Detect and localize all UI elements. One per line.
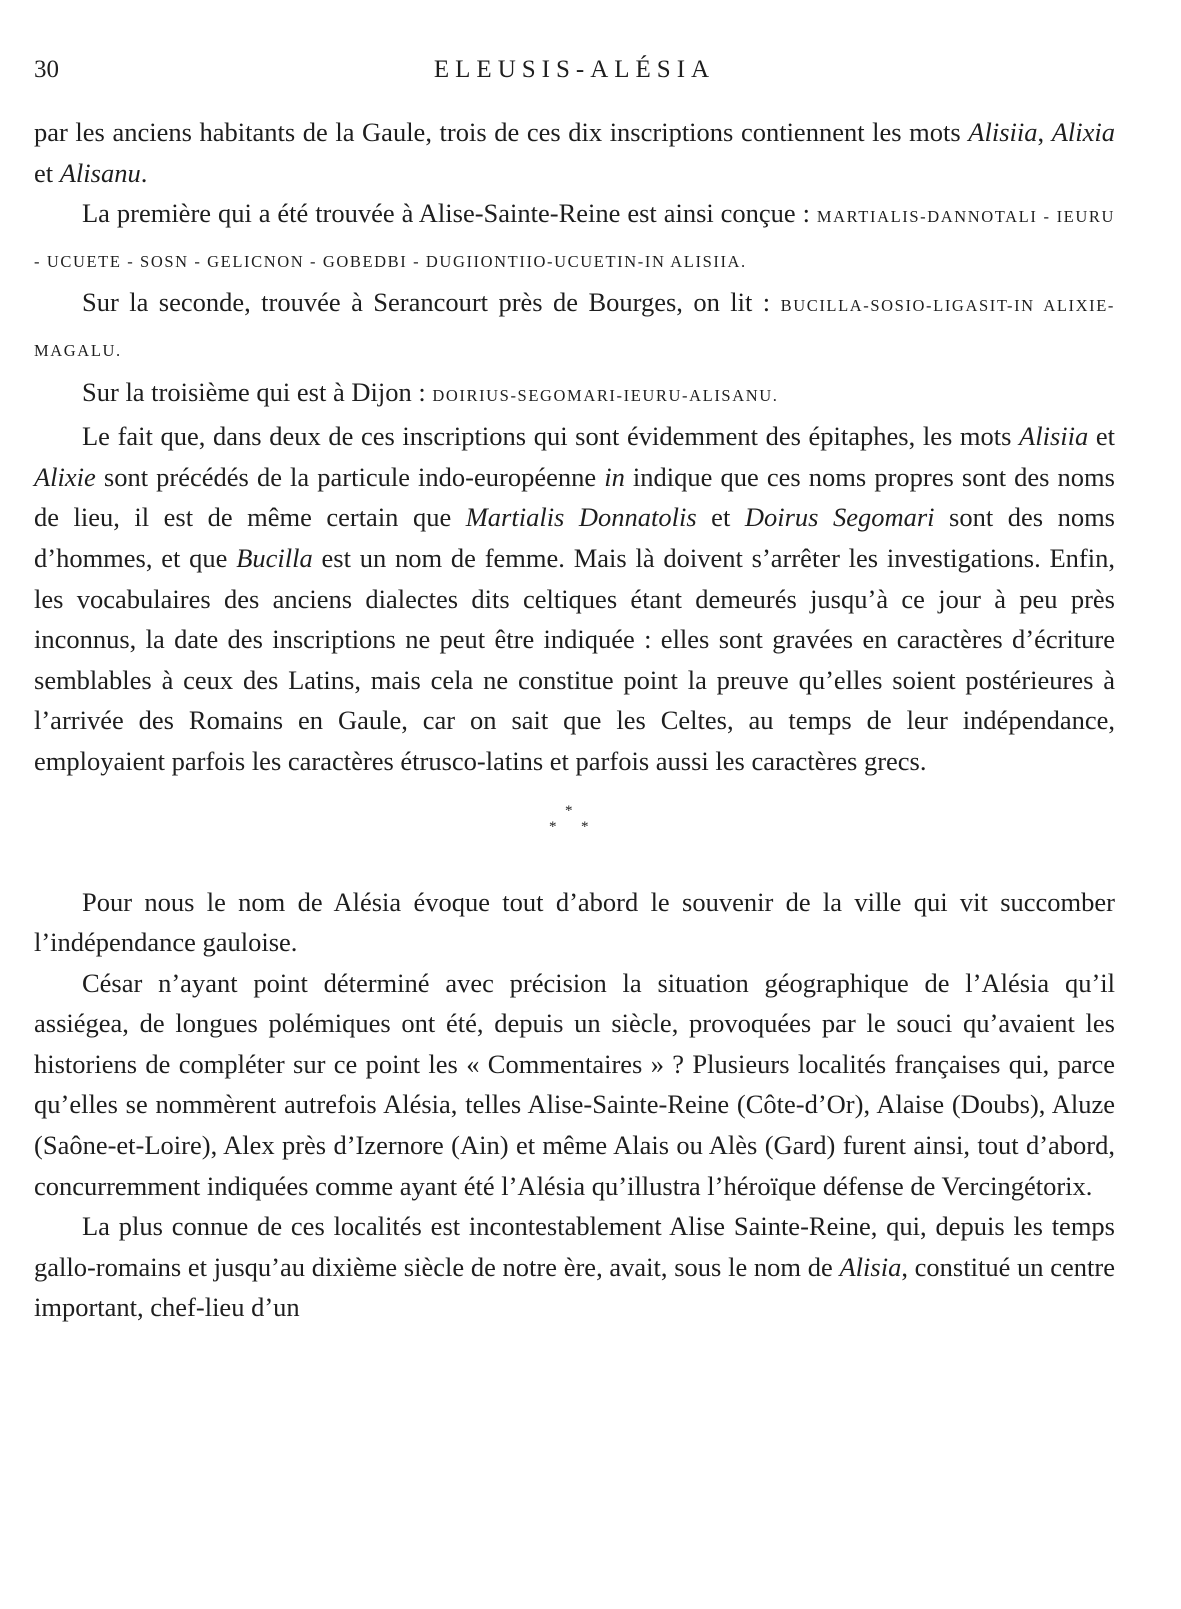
- paragraph-epitaphs: Le fait que, dans deux de ces inscriptions qui sont évidemment des épitaphes, les mots Alisiia et Alixie sont précédés de la particule indo-européenne in indique que ces noms propres sont des noms de lieu, il est de même certain que Martialis Donnatolis et Doirus Segomari sont des noms d’hommes, et que Bucilla est un nom de femme. Mais là doivent s’arrêter les investigations. Enfin, les vocabulaires des anciens dialectes dits celtiques étant demeurés jusqu’à ce jour à peu près inconnus, la date des inscriptions ne peut être indiquée : elles sont gravées en caractères d’écriture semblables à ceux des Latins, mais cela ne constitue point la preuve qu’elles soient postérieures à l’arrivée des Romains en Gaule, car on sait que les Celtes, au temps de leur indépendance, employaient parfois les caractères étrusco-latins et parfois aussi les caractères grecs.: [34, 421, 1115, 776]
- page-body: [34, 112, 1115, 1328]
- asterism-star: *: [581, 818, 589, 835]
- asterism-star: *: [549, 818, 557, 835]
- paragraph-continued: par les anciens habitants de la Gaule, trois de ces dix inscriptions contiennent les mots Alisiia, Alixia et Alisanu.: [34, 117, 1116, 188]
- page-header: [34, 56, 1115, 92]
- paragraph-alesia-intro: Pour nous le nom de Alésia évoque tout d’abord le souvenir de la ville qui vit succomber l’indépendance gauloise.: [34, 886, 1115, 958]
- paragraph-first-inscription: La première qui a été trouvée à Alise-Sainte-Reine est ainsi conçue : MARTIALIS-DANNOTALI - IEURU - UCUETE - SOSN - GELICNON - GOBEDBI - DUGIIONTIIO-UCUETIN-IN ALISIIA.: [34, 198, 1115, 271]
- section-separator-asterism: [34, 782, 1115, 856]
- paragraph-alise-sainte-reine: La plus connue de ces localités est incontestablement Alise Sainte-Reine, qui, depuis les temps gallo-romains et jusqu’au dixième siècle de notre ère, avait, sous le nom de Alisia, constitué un centre important, chef-lieu d’un: [34, 1211, 1115, 1323]
- paragraph-second-inscription: Sur la seconde, trouvée à Serancourt près de Bourges, on lit : BUCILLA-SOSIO-LIGASIT-IN ALIXIE-MAGALU.: [34, 287, 1115, 360]
- page-number: 30: [34, 56, 59, 83]
- inscription-text: DOIRIUS-SEGOMARI-IEURU-ALISANU.: [432, 385, 779, 405]
- running-title: ELEUSIS-ALÉSIA: [433, 56, 716, 83]
- paragraph-cesar: César n’ayant point déterminé avec précision la situation géographique de l’Alésia qu’il assiégea, de longues polémiques ont été, depuis un siècle, provoquées par le souci qu’avaient les historiens de compléter sur ce point les « Commentaires » ? Plusieurs localités françaises qui, parce qu’elles se nommèrent autrefois Alésia, telles Alise-Sainte-Reine (Côte-d’Or), Alaise (Doubs), Aluze (Saône-et-Loire), Alex près d’Izernore (Ain) et même Alais ou Alès (Gard) furent ainsi, tout d’abord, concurremment indiquées comme ayant été l’Alésia qu’illustra l’héroïque défense de Vercingétorix.: [34, 967, 1115, 1201]
- paragraph-third-inscription: Sur la troisième qui est à Dijon : DOIRIUS-SEGOMARI-IEURU-ALISANU.: [82, 376, 779, 407]
- inscription-text: MARTIALIS-DANNOTALI - IEURU - UCUETE - SOSN - GELICNON - GOBEDBI - DUGIIONTIIO-UCUETIN-IN ALISIIA.: [34, 207, 1115, 271]
- asterism-star: *: [565, 802, 573, 819]
- inscription-text: BUCILLA-SOSIO-LIGASIT-IN ALIXIE-MAGALU.: [34, 296, 1115, 360]
